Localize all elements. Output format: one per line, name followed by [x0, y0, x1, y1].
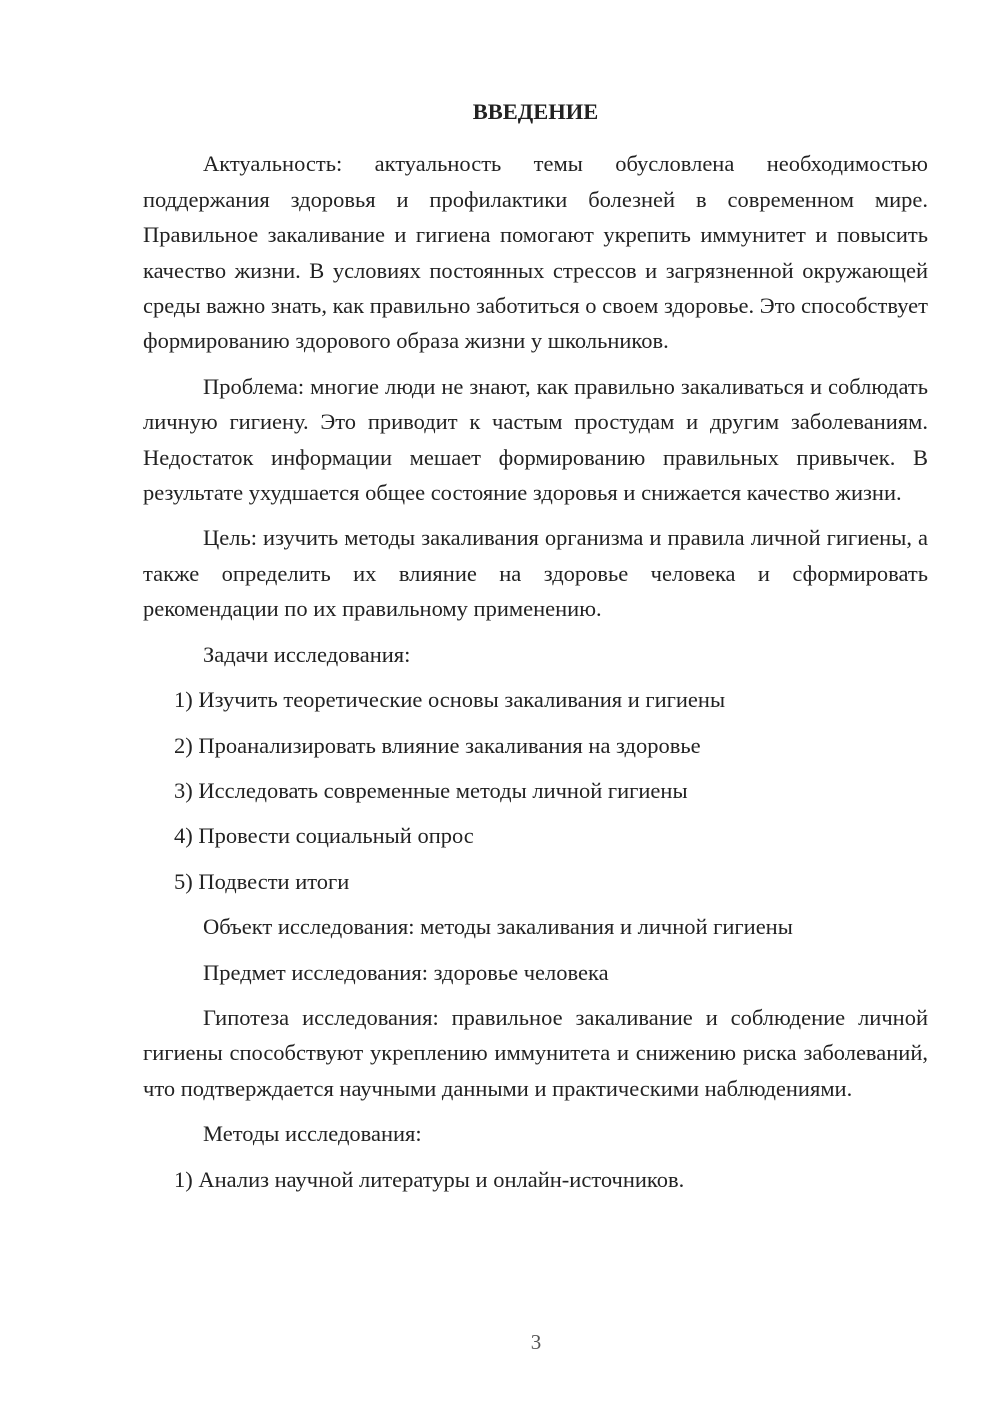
page-number: 3 [530, 1330, 542, 1354]
tasks-heading: Задачи исследования: [203, 641, 411, 667]
goal-paragraph: Цель: изучить методы закаливания организма и правила личной гигиены, а также определить их влияние на здоровье человека и сформировать рекомендации по их правильному применению. [143, 525, 928, 622]
list-item: 4) Провести социальный опрос [174, 823, 474, 849]
list-item: 1) Изучить теоретические основы закаливания и гигиены [174, 687, 726, 713]
methods-list [143, 1162, 928, 1197]
list-item: 2) Проанализировать влияние закаливания на здоровье [174, 732, 701, 758]
relevance-paragraph: Актуальность: актуальность темы обусловлена необходимостью поддержания здоровья и профилактики болезней в современном мире. Правильное закаливание и гигиена помогают укрепить иммунитет и повысить качество жизни. В условиях постоянных стрессов и загрязненной окружающей среды важно знать, как правильно заботиться о своем здоровье. Это способствует формированию здорового образа жизни у школьников. [143, 151, 928, 354]
list-item: 3) Исследовать современные методы личной гигиены [174, 777, 688, 803]
object-paragraph: Объект исследования: методы закаливания и личной гигиены [203, 914, 793, 940]
tasks-list [143, 682, 928, 899]
hypothesis-paragraph: Гипотеза исследования: правильное закаливание и соблюдение личной гигиены способствуют укреплению иммунитета и снижению риска заболеваний, что подтверждается научными данными и практическими наблюдениями. [143, 1004, 928, 1101]
list-item: 1) Анализ научной литературы и онлайн-источников. [174, 1166, 685, 1192]
subject-paragraph: Предмет исследования: здоровье человека [203, 959, 609, 985]
section-title: ВВЕДЕНИЕ [472, 99, 599, 124]
page-content [143, 94, 928, 1207]
methods-heading: Методы исследования: [203, 1121, 422, 1147]
list-item: 5) Подвести итоги [174, 868, 350, 894]
problem-paragraph: Проблема: многие люди не знают, как правильно закаливаться и соблюдать личную гигиену. Это приводит к частым простудам и другим заболеваниям. Недостаток информации мешает формированию правильных привычек. В результате ухудшается общее состояние здоровья и снижается качество жизни. [143, 373, 928, 506]
